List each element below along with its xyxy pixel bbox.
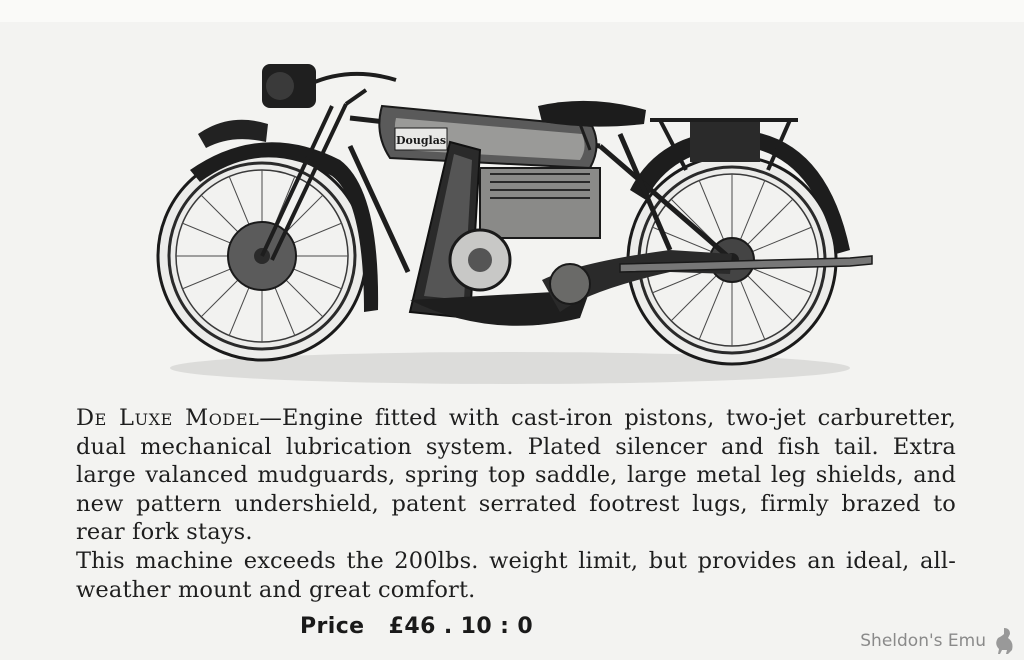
tank-badge: Douglas <box>395 134 447 147</box>
description-text-1: —Engine fitted with cast-iron pistons, two-jet carburetter, dual mechanical lubrication system. Plated silencer and fish tail. Extra large valanced mudguards, spring top saddle, large metal leg shields, and new pattern undershield, patent serrated footrest lugs, firmly brazed to rear fork stays. <box>76 405 957 546</box>
price-value: £46 . 10 : 0 <box>388 614 534 639</box>
price-label: Price <box>300 614 365 639</box>
motorcycle-illustration <box>150 50 880 400</box>
tool-box <box>690 122 760 162</box>
price-line <box>300 614 533 639</box>
model-name: De Luxe Model <box>76 405 260 431</box>
watermark <box>860 626 1016 656</box>
page-top-band <box>0 0 1024 22</box>
saddle <box>538 101 646 127</box>
model-description <box>76 404 956 604</box>
description-paragraph-1 <box>76 404 956 547</box>
emu-icon <box>990 626 1016 656</box>
description-paragraph-2: This machine exceeds the 200lbs. weight limit, but provides an ideal, all-weather mount and great comfort. <box>76 547 956 603</box>
watermark-text: Sheldon's Emu <box>860 631 986 651</box>
